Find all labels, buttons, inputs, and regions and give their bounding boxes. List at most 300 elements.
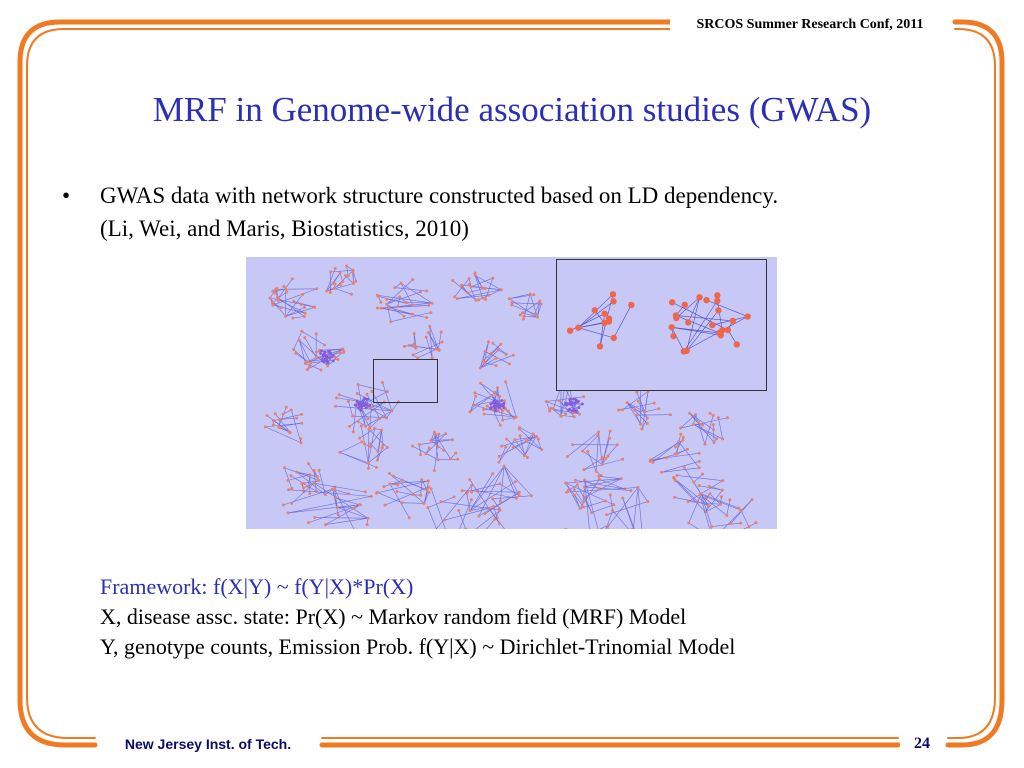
- network-node: [635, 414, 638, 417]
- network-node: [347, 274, 350, 277]
- network-node: [604, 457, 607, 460]
- network-node: [386, 446, 389, 449]
- network-node: [299, 437, 302, 440]
- network-node: [329, 291, 332, 294]
- network-node: [612, 503, 615, 506]
- network-node: [317, 479, 320, 482]
- network-node: [611, 509, 614, 512]
- network-node: [427, 479, 430, 482]
- network-edge: [470, 474, 493, 511]
- network-node: [646, 417, 649, 420]
- network-node: [518, 426, 521, 429]
- network-node: [703, 297, 709, 303]
- network-node: [477, 298, 480, 301]
- network-node: [350, 293, 353, 296]
- network-node: [729, 522, 732, 525]
- network-node: [358, 437, 361, 440]
- network-node: [484, 298, 487, 301]
- network-node: [489, 403, 492, 406]
- network-node: [368, 404, 371, 407]
- network-edge: [693, 424, 722, 439]
- network-edge: [476, 519, 494, 529]
- network-node: [486, 404, 489, 407]
- network-edge: [457, 290, 501, 299]
- network-edge: [599, 476, 621, 478]
- network-edge: [389, 473, 424, 503]
- network-node: [493, 400, 496, 403]
- network-node: [385, 298, 388, 301]
- network-node: [441, 341, 444, 344]
- network-node: [714, 298, 720, 304]
- network-node: [501, 419, 504, 422]
- network-node: [484, 287, 487, 290]
- network-edge: [387, 299, 407, 302]
- network-node: [493, 518, 496, 521]
- network-edge: [370, 407, 371, 427]
- network-node: [333, 487, 336, 490]
- network-node: [484, 512, 487, 515]
- network-node: [424, 452, 427, 455]
- network-edge: [333, 273, 340, 283]
- network-node: [565, 491, 568, 494]
- network-node: [419, 453, 422, 456]
- network-node: [660, 471, 663, 474]
- network-edge: [614, 305, 632, 338]
- slide-title: MRF in Genome-wide association studies (GWAS): [152, 90, 872, 129]
- network-node: [383, 504, 386, 507]
- network-node: [272, 423, 275, 426]
- network-node: [616, 443, 619, 446]
- network-node: [681, 439, 684, 442]
- network-node: [564, 528, 567, 529]
- network-node: [708, 485, 711, 488]
- network-node: [278, 418, 281, 421]
- network-node: [284, 315, 287, 318]
- network-node: [538, 299, 541, 302]
- network-node: [319, 352, 322, 355]
- network-edge: [470, 480, 489, 509]
- network-node: [402, 315, 405, 318]
- network-node: [411, 313, 414, 316]
- network-node: [640, 428, 643, 431]
- network-node: [493, 391, 496, 394]
- network-node: [443, 519, 446, 522]
- network-node: [573, 402, 576, 405]
- network-edge: [509, 299, 537, 317]
- network-edge: [340, 442, 362, 453]
- network-node: [456, 297, 459, 300]
- network-node: [431, 302, 434, 305]
- network-node: [303, 306, 306, 309]
- network-node: [329, 270, 332, 273]
- network-node: [376, 307, 379, 310]
- network-node: [573, 415, 576, 418]
- framework-heading: Framework: f(X|Y) ~ f(Y|X)*Pr(X): [100, 574, 414, 599]
- network-node: [703, 443, 706, 446]
- network-node: [294, 352, 297, 355]
- network-node: [470, 490, 473, 493]
- network-node: [621, 458, 624, 461]
- network-node: [611, 335, 617, 341]
- network-node: [280, 306, 283, 309]
- bullet-text: [100, 179, 970, 245]
- network-node: [474, 395, 477, 398]
- network-edge: [314, 483, 368, 518]
- network-node: [492, 505, 495, 508]
- network-node: [502, 403, 505, 406]
- network-edge: [470, 466, 504, 510]
- network-node: [674, 452, 677, 455]
- network-node: [301, 293, 304, 296]
- network-node: [500, 445, 503, 448]
- network-node: [500, 399, 503, 402]
- network-edge: [645, 409, 659, 412]
- network-node: [617, 409, 620, 412]
- network-node: [309, 473, 312, 476]
- network-node: [621, 497, 624, 500]
- network-node: [300, 441, 303, 444]
- network-node: [494, 410, 497, 413]
- network-node: [495, 364, 498, 367]
- network-node: [721, 489, 724, 492]
- network-node: [380, 428, 383, 431]
- network-node: [357, 420, 360, 423]
- network-node: [453, 295, 456, 298]
- network-node: [607, 454, 610, 457]
- network-node: [586, 450, 589, 453]
- network-node: [515, 497, 518, 500]
- network-edge: [638, 487, 648, 501]
- network-node: [389, 320, 392, 323]
- network-edge: [293, 317, 304, 318]
- network-node: [315, 332, 318, 335]
- network-node: [665, 456, 668, 459]
- network-node: [412, 353, 415, 356]
- network-edge: [340, 452, 376, 467]
- network-node: [572, 398, 575, 401]
- network-node: [341, 280, 344, 283]
- network-node: [323, 344, 326, 347]
- network-node: [595, 470, 598, 473]
- network-node: [709, 412, 712, 415]
- network-node: [366, 417, 369, 420]
- network-node: [526, 456, 529, 459]
- network-node: [304, 362, 307, 365]
- network-node: [430, 487, 433, 490]
- network-edge: [741, 510, 749, 526]
- network-node: [754, 521, 757, 524]
- network-node: [725, 327, 731, 333]
- network-node: [275, 287, 278, 290]
- network-node: [302, 486, 305, 489]
- network-node: [721, 437, 724, 440]
- network-edge: [296, 353, 308, 362]
- network-node: [289, 431, 292, 434]
- network-node: [558, 399, 561, 402]
- network-node: [453, 496, 456, 499]
- network-node: [570, 403, 573, 406]
- network-edge: [335, 270, 354, 288]
- network-node: [313, 469, 316, 472]
- network-node: [335, 396, 338, 399]
- network-node: [567, 327, 573, 333]
- network-node: [334, 405, 337, 408]
- network-node: [271, 301, 274, 304]
- network-node: [698, 466, 701, 469]
- network-node: [498, 395, 501, 398]
- network-edge: [377, 492, 402, 502]
- network-node: [307, 462, 310, 465]
- network-node: [380, 307, 383, 310]
- network-node: [303, 336, 306, 339]
- network-node: [481, 296, 484, 299]
- network-node: [474, 271, 477, 274]
- conference-label: SRCOS Summer Research Conf, 2011: [670, 14, 950, 36]
- network-node: [582, 501, 585, 504]
- network-node: [674, 446, 677, 449]
- network-node: [653, 402, 656, 405]
- network-node: [376, 459, 379, 462]
- network-node: [564, 412, 567, 415]
- network-node: [287, 511, 290, 514]
- network-node: [351, 415, 354, 418]
- network-node: [498, 482, 501, 485]
- network-node: [291, 277, 294, 280]
- network-node: [582, 506, 585, 509]
- network-node: [597, 343, 603, 349]
- network-edge: [578, 328, 613, 338]
- network-edge: [610, 495, 612, 511]
- network-node: [709, 322, 715, 328]
- network-node: [739, 522, 742, 525]
- network-edge: [716, 527, 749, 529]
- network-node: [583, 479, 586, 482]
- network-node: [395, 490, 398, 493]
- network-node: [316, 475, 319, 478]
- network-node: [413, 332, 416, 335]
- network-node: [403, 345, 406, 348]
- network-node: [436, 458, 439, 461]
- network-node: [337, 513, 340, 516]
- network-node: [300, 330, 303, 333]
- network-node: [298, 339, 301, 342]
- network-node: [578, 406, 581, 409]
- network-node: [698, 484, 701, 487]
- network-edge: [286, 307, 315, 316]
- network-node: [290, 408, 293, 411]
- network-edge: [319, 470, 325, 495]
- network-edge: [623, 498, 639, 529]
- network-node: [440, 331, 443, 334]
- network-node: [376, 294, 379, 297]
- network-node: [649, 458, 652, 461]
- network-node: [365, 406, 368, 409]
- network-node: [507, 410, 510, 413]
- network-edge: [585, 479, 621, 497]
- network-node: [308, 492, 311, 495]
- network-node: [712, 414, 715, 417]
- network-edge: [584, 459, 602, 470]
- network-node: [607, 524, 610, 527]
- network-node: [674, 479, 677, 482]
- network-node: [508, 297, 511, 300]
- network-node: [601, 456, 604, 459]
- network-node: [479, 382, 482, 385]
- network-edge: [370, 419, 380, 428]
- network-node: [282, 503, 285, 506]
- network-node: [629, 489, 632, 492]
- network-node: [419, 494, 422, 497]
- network-node: [565, 404, 568, 407]
- network-node: [414, 347, 417, 350]
- network-node: [276, 297, 279, 300]
- network-node: [679, 427, 682, 430]
- network-node: [737, 506, 740, 509]
- network-node: [367, 467, 370, 470]
- network-node: [484, 350, 487, 353]
- network-edge: [561, 415, 574, 416]
- network-edge: [577, 525, 608, 529]
- network-node: [333, 287, 336, 290]
- network-node: [319, 368, 322, 371]
- network-node: [720, 495, 723, 498]
- network-node: [574, 479, 577, 482]
- network-node: [427, 485, 430, 488]
- network-node: [601, 463, 604, 466]
- network-node: [573, 494, 576, 497]
- network-edge: [504, 466, 531, 496]
- network-node: [408, 344, 411, 347]
- network-node: [633, 409, 636, 412]
- network-node: [336, 358, 339, 361]
- network-node: [325, 290, 328, 293]
- network-node: [351, 271, 354, 274]
- network-node: [283, 285, 286, 288]
- network-node: [444, 432, 447, 435]
- network-node: [490, 394, 493, 397]
- network-node: [508, 362, 511, 365]
- network-node: [713, 441, 716, 444]
- network-node: [411, 304, 414, 307]
- network-edge: [689, 494, 701, 523]
- network-node: [581, 403, 584, 406]
- network-node: [549, 407, 552, 410]
- network-node: [606, 315, 612, 321]
- network-node: [481, 286, 484, 289]
- network-node: [499, 500, 502, 503]
- network-node: [739, 509, 742, 512]
- network-node: [473, 391, 476, 394]
- network-node: [540, 448, 543, 451]
- network-node: [339, 283, 342, 286]
- network-node: [470, 498, 473, 501]
- network-node: [598, 478, 601, 481]
- network-node: [564, 482, 567, 485]
- network-node: [390, 409, 393, 412]
- network-node: [442, 449, 445, 452]
- network-node: [725, 514, 728, 517]
- network-edge: [371, 444, 378, 452]
- network-node: [284, 288, 287, 291]
- network-node: [637, 400, 640, 403]
- network-node: [290, 487, 293, 490]
- network-edge: [718, 418, 722, 439]
- network-node: [401, 479, 404, 482]
- network-node: [499, 424, 502, 427]
- network-edge: [662, 468, 700, 472]
- network-edge: [727, 500, 730, 515]
- network-node: [719, 327, 725, 333]
- network-node: [483, 412, 486, 415]
- network-node: [646, 500, 649, 503]
- network-node: [474, 299, 477, 302]
- network-node: [525, 439, 528, 442]
- network-node: [363, 397, 366, 400]
- network-node: [582, 395, 585, 398]
- network-node: [338, 393, 341, 396]
- network-node: [307, 521, 310, 524]
- network-node: [449, 457, 452, 460]
- network-node: [504, 380, 507, 383]
- network-node: [440, 500, 443, 503]
- network-edge: [675, 481, 705, 512]
- network-node: [488, 294, 491, 297]
- network-node: [679, 433, 682, 436]
- zoom-region-box: [373, 359, 438, 403]
- network-node: [381, 444, 384, 447]
- network-edge: [638, 487, 643, 529]
- network-edge: [418, 349, 437, 358]
- network-node: [396, 305, 399, 308]
- network-node: [328, 356, 331, 359]
- bullet-line-1: GWAS data with network structure constructed based on LD dependency.: [100, 183, 779, 208]
- network-node: [499, 343, 502, 346]
- network-edge: [284, 468, 291, 489]
- network-node: [366, 404, 369, 407]
- network-edge: [402, 503, 424, 504]
- network-node: [692, 481, 695, 484]
- network-node: [522, 318, 525, 321]
- network-node: [608, 437, 611, 440]
- network-node: [401, 501, 404, 504]
- framework-block: [100, 572, 960, 662]
- network-node: [361, 402, 364, 405]
- network-node: [581, 450, 584, 453]
- network-node: [576, 483, 579, 486]
- bullet-line-2: (Li, Wei, and Maris, Biostatistics, 2010): [100, 216, 469, 241]
- network-node: [324, 523, 327, 526]
- network-node: [367, 461, 370, 464]
- network-node: [682, 436, 685, 439]
- network-node: [469, 509, 472, 512]
- network-edge: [441, 502, 489, 509]
- network-node: [369, 442, 372, 445]
- network-node: [408, 516, 411, 519]
- network-node: [545, 400, 548, 403]
- network-node: [381, 446, 384, 449]
- network-edge: [546, 401, 549, 411]
- network-node: [345, 264, 348, 267]
- network-node: [698, 452, 701, 455]
- network-node: [326, 357, 329, 360]
- network-node: [373, 427, 376, 430]
- network-node: [712, 428, 715, 431]
- network-edge: [653, 442, 679, 462]
- footer-institution: New Jersey Inst. of Tech.: [98, 733, 318, 755]
- network-edge: [583, 436, 598, 452]
- network-node: [398, 296, 401, 299]
- network-node: [590, 511, 593, 514]
